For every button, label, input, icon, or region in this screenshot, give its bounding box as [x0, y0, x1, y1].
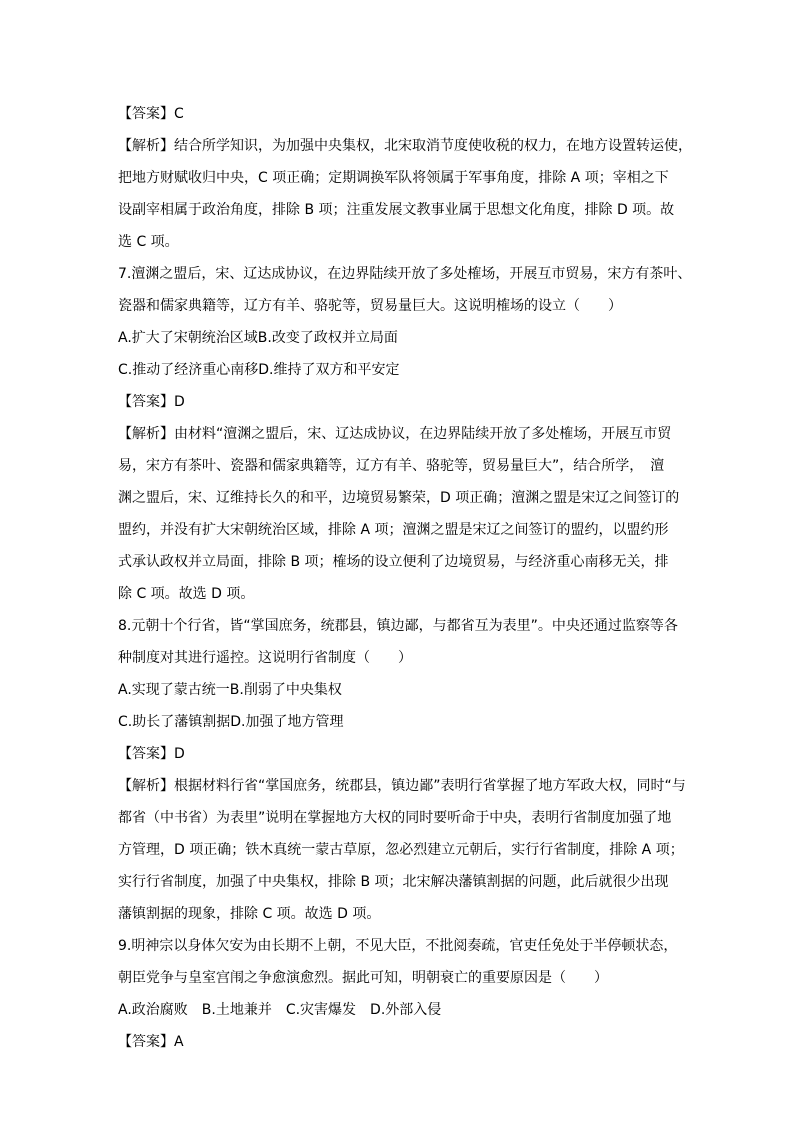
question-7-options-ab: A.扩大了宋朝统治区域B.改变了政权并立局面: [118, 330, 398, 346]
answer-label-q6: 【答案】C: [118, 106, 184, 122]
question-8-options-ab: A.实现了蒙古统一B.削弱了中央集权: [118, 682, 342, 698]
analysis-q8-line-1: 【解析】根据材料行省“掌国庶务，统郡县，镇边鄙”表明行省掌握了地方军政大权，同时“与: [118, 778, 686, 794]
question-7-line-2: 瓷器和儒家典籍等，辽方有羊、骆驼等，贸易量巨大。这说明榷场的设立（ ）: [118, 298, 622, 314]
answer-label-q8: 【答案】D: [118, 746, 185, 762]
question-8-options-cd: C.助长了藩镇割据D.加强了地方管理: [118, 714, 344, 730]
analysis-q7-line-5: 式承认政权并立局面，排除 B 项；榷场的设立便利了边境贸易，与经济重心南移无关，排: [118, 554, 669, 570]
question-8-line-2: 种制度对其进行遥控。这说明行省制度（ ）: [118, 650, 412, 666]
document-body: [118, 98, 692, 1058]
question-8-line-1: 8.元朝十个行省，皆“掌国庶务，统郡县，镇边鄙，与都省互为表里”。中央还通过监察等各: [118, 618, 678, 634]
answer-label-q9: 【答案】A: [118, 1034, 184, 1050]
analysis-q8-line-3: 方管理，D 项正确；铁木真统一蒙古草原，忽必烈建立元朝后，实行行省制度，排除 A 项；: [118, 842, 684, 858]
analysis-q7-line-1: 【解析】由材料“澶渊之盟后，宋、辽达成协议，在边界陆续开放了多处榷场，开展互市贸: [118, 426, 672, 442]
analysis-q8-line-2: 都省（中书省）为表里”说明在掌握地方大权的同时要听命于中央，表明行省制度加强了地: [118, 810, 672, 826]
analysis-q6-line-2: 把地方财赋收归中央，C 项正确；定期调换军队将领属于军事角度，排除 A 项；宰相之下: [118, 170, 669, 186]
analysis-q6-line-3: 设副宰相属于政治角度，排除 B 项；注重发展文教事业属于思想文化角度，排除 D 项。故: [118, 202, 675, 218]
analysis-q7-line-3: 渊之盟后，宋、辽维持长久的和平，边境贸易繁荣，D 项正确；澶渊之盟是宋辽之间签订的: [118, 490, 680, 506]
question-9-line-2: 朝臣党争与皇室宫闱之争愈演愈烈。据此可知，明朝衰亡的重要原因是（ ）: [118, 970, 608, 986]
analysis-q7-line-2: 易，宋方有茶叶、瓷器和儒家典籍等，辽方有羊、骆驼等，贸易量巨大”，结合所学， 澶: [118, 458, 665, 474]
question-7-options-cd: C.推动了经济重心南移D.维持了双方和平安定: [118, 362, 400, 378]
analysis-q7-line-6: 除 C 项。故选 D 项。: [118, 586, 255, 602]
analysis-q6-line-4: 选 C 项。: [118, 234, 179, 250]
analysis-q8-line-4: 实行行省制度，加强了中央集权，排除 B 项；北宋解决藩镇割据的问题，此后就很少出现: [118, 874, 669, 890]
analysis-q6-line-1: 【解析】结合所学知识，为加强中央集权，北宋取消节度使收税的权力，在地方设置转运使，: [118, 138, 692, 154]
analysis-q8-line-5: 藩镇割据的现象，排除 C 项。故选 D 项。: [118, 906, 381, 922]
question-7-line-1: 7.澶渊之盟后，宋、辽达成协议，在边界陆续开放了多处榷场，开展互市贸易，宋方有茶叶、: [118, 266, 692, 282]
question-9-line-1: 9.明神宗以身体欠安为由长期不上朝，不见大臣，不批阅奏疏，官吏任免处于半停顿状态，: [118, 938, 678, 954]
answer-label-q7: 【答案】D: [118, 394, 185, 410]
analysis-q7-line-4: 盟约，并没有扩大宋朝统治区域，排除 A 项；澶渊之盟是宋辽之间签订的盟约，以盟约形: [118, 522, 669, 538]
question-9-options: A.政治腐败 B.土地兼并 C.灾害爆发 D.外部入侵: [118, 1002, 442, 1018]
